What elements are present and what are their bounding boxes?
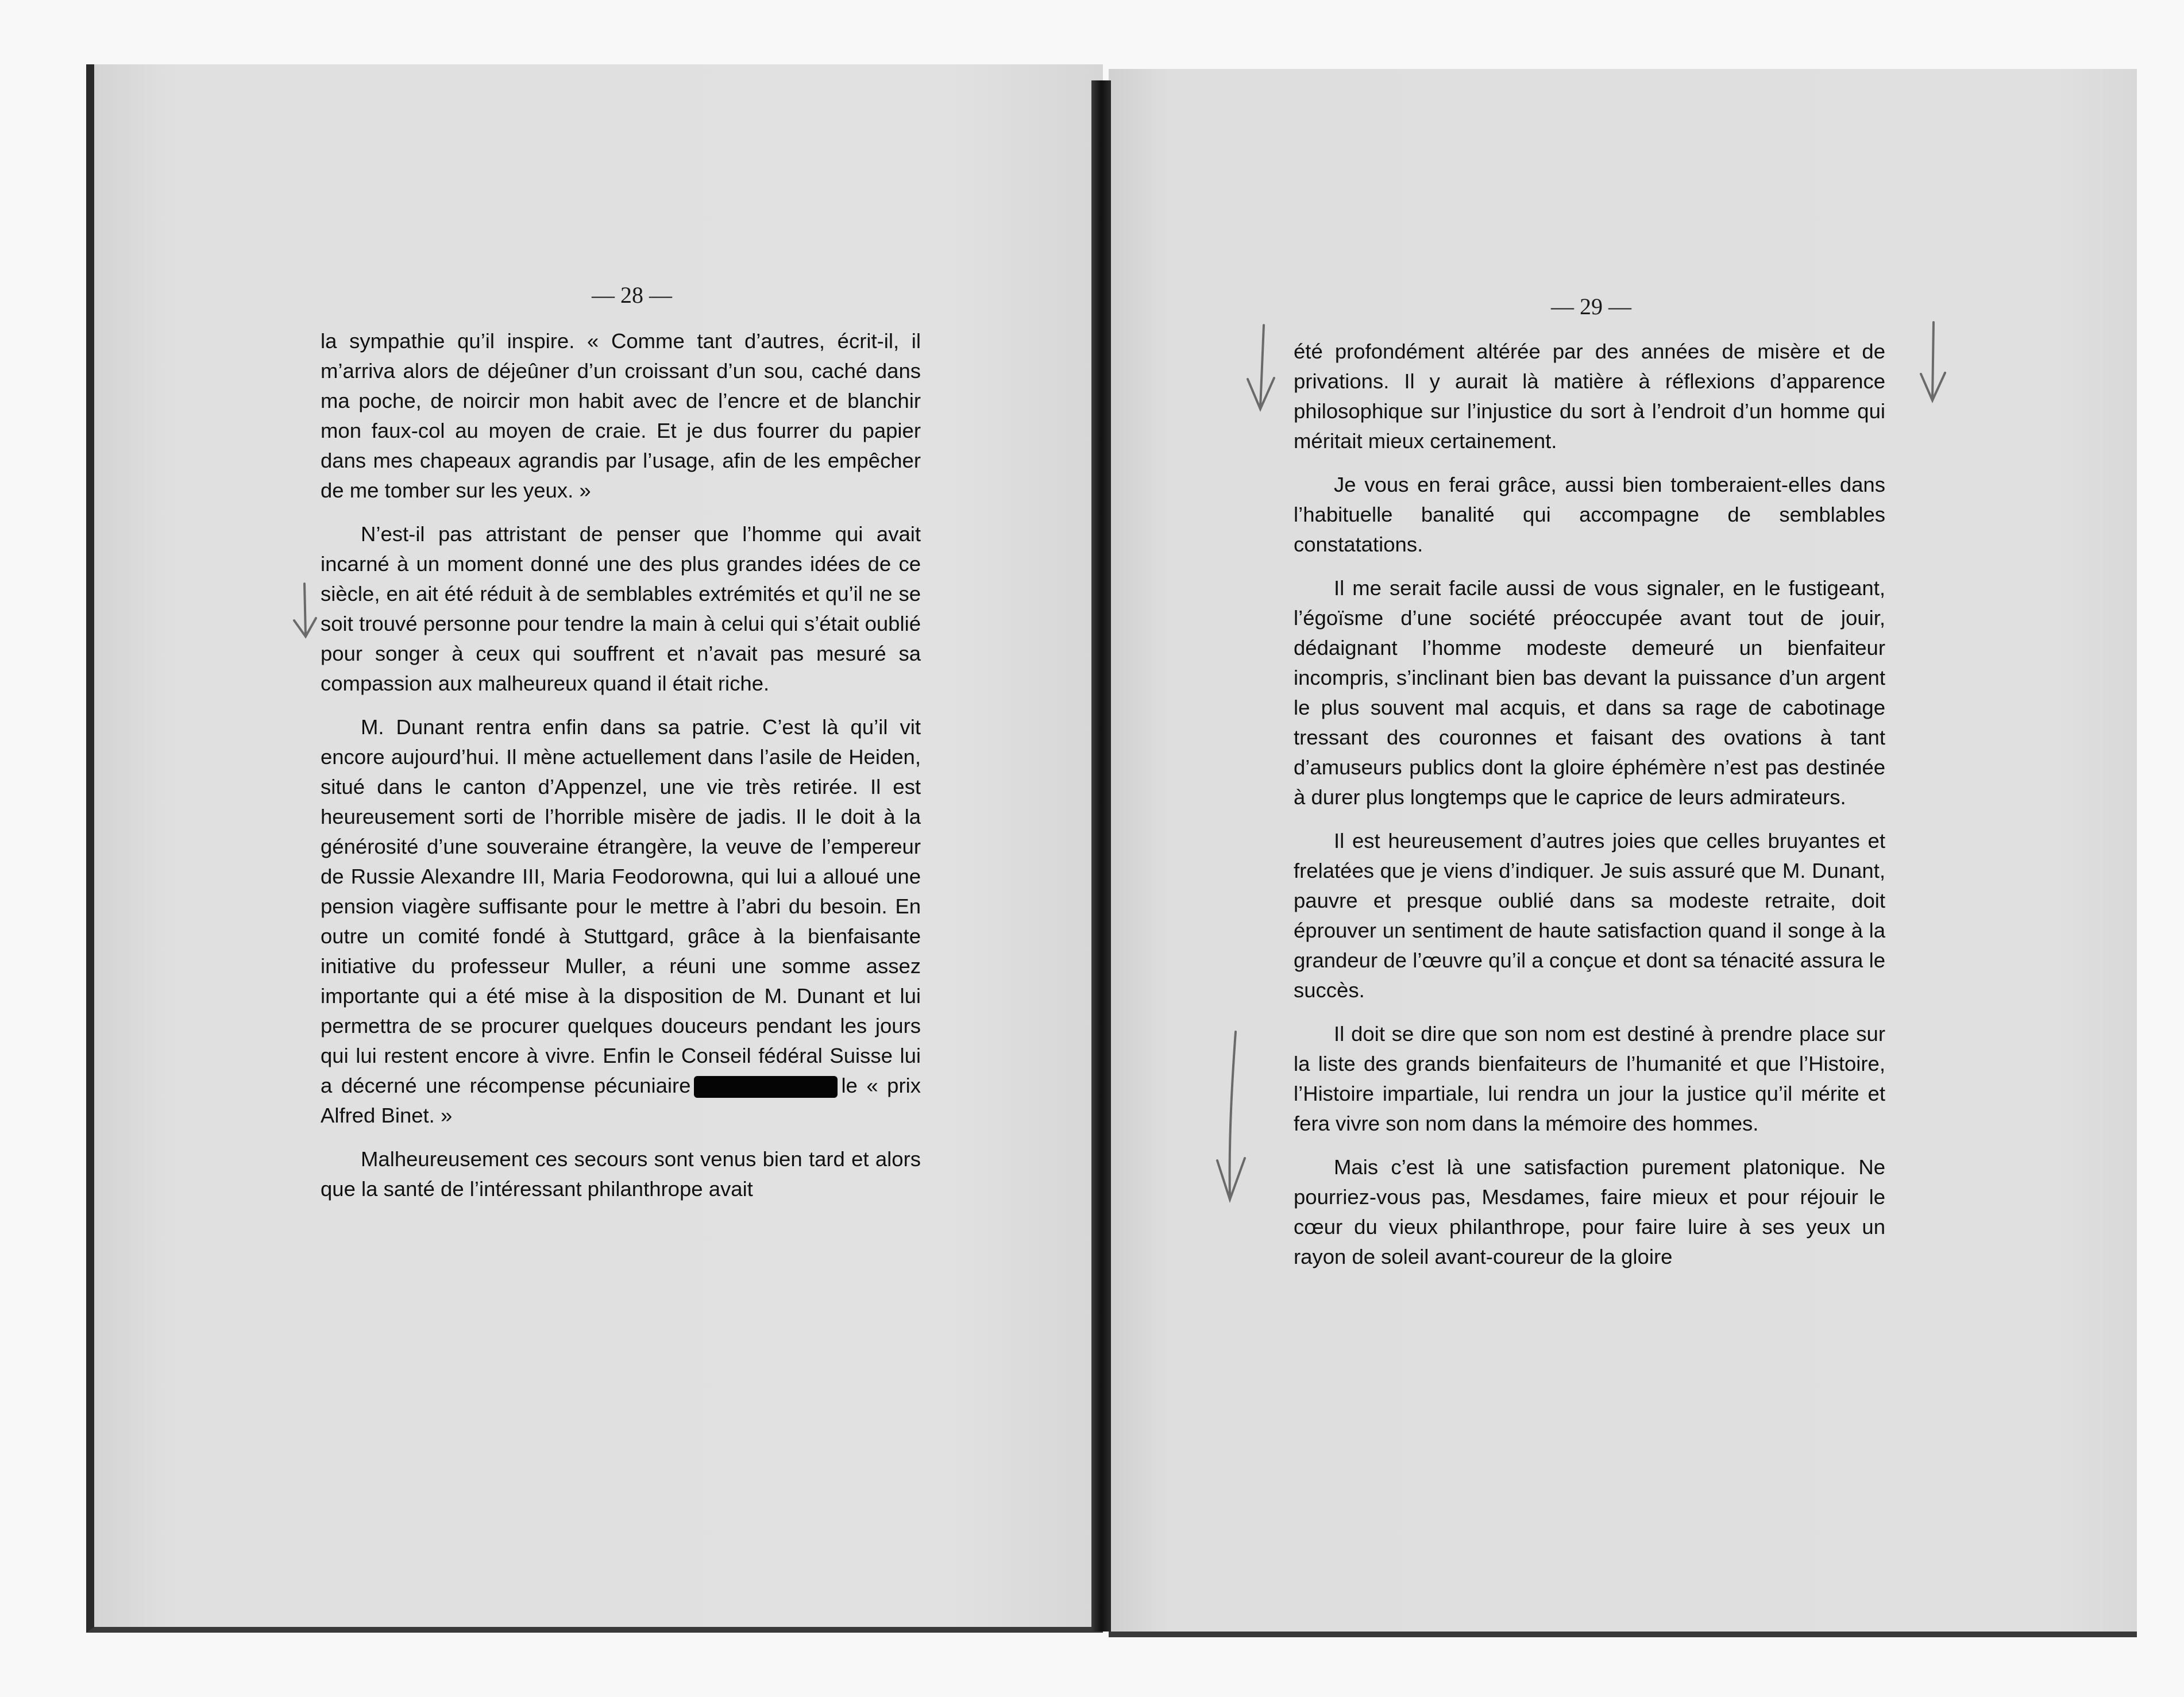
paragraph-text: le « prix Alfred Binet. »: [321, 1074, 921, 1127]
paragraph: Je vous en ferai grâce, aussi bien tomberaient-elles dans l’habituelle banalité qui accompagne de semblables constatations.: [1294, 473, 1885, 556]
pencil-arrow-down-icon: [1913, 319, 1953, 405]
paragraph-dunant: [321, 712, 921, 1131]
paragraph: la sympathie qu’il inspire. « Comme tant d’autres, écrit-il, il m’arriva alors de déjeûner d’un croissant d’un sou, caché dans ma poche, de noircir mon habit avec de l’encre et de blanchir mon faux-col au moyen de craie. Et je dus fourrer du papier dans mes chapeaux agrandis par l’usage, afin de les empêcher de me tomber sur les yeux. »: [321, 329, 921, 502]
paragraph: Il doit se dire que son nom est destiné à prendre place sur la liste des grands bienfaiteurs de l’humanité et que l’Histoire, l’Histoire impartiale, lui rendra un jour la justice qu’il mérite et fera vivre son nom dans la mémoire des hommes.: [1294, 1022, 1885, 1135]
book-binding-gutter: [1091, 80, 1111, 1632]
redaction-mark: [694, 1076, 838, 1098]
pencil-arrow-down-icon: [1241, 322, 1281, 414]
paragraph: N’est-il pas attristant de penser que l’homme qui avait incarné à un moment donné une des plus grandes idées de ce siècle, en ait été réduit à de semblables extrémités et qu’il ne se soit trouvé personne pour tendre la main à celui qui s’était oublié pour songer à ceux qui souffrent et n’avait pas mesuré sa compassion aux malheureux quand il était riche.: [321, 522, 921, 695]
right-page-number: — 29 —: [1551, 294, 1631, 319]
paragraph: Mais c’est là une satisfaction purement platonique. Ne pourriez-vous pas, Mesdames, faire mieux et pour réjouir le cœur du vieux philanthrope, pour faire luire à ses yeux un rayon de soleil avant-coureur de la gloire: [1294, 1155, 1885, 1268]
left-page-text: [321, 326, 921, 1218]
paragraph: Il est heureusement d’autres joies que celles bruyantes et frelatées que je viens d’indiquer. Je suis assuré que M. Dunant, pauvre et presque oublié dans sa modeste retraite, doit éprouver un sentiment de haute satisfaction quand il songe à la grandeur de l’œuvre qu’il a conçue et dont sa ténacité assura le succès.: [1294, 829, 1885, 1002]
pencil-arrow-down-icon: [287, 580, 322, 643]
right-page-text: [1294, 337, 1885, 1286]
pencil-arrow-down-icon: [1209, 1028, 1255, 1206]
paragraph: Malheureusement ces secours sont venus bien tard et alors que la santé de l’intéressant philanthrope avait: [321, 1147, 921, 1201]
left-page-number: — 28 —: [592, 282, 672, 308]
paragraph-text: M. Dunant rentra enfin dans sa patrie. C’est là qu’il vit encore aujourd’hui. Il mène actuellement dans l’asile de Heiden, situé dans le canton d’Appenzel, une vie très retirée. Il est heureusement sorti de l’horrible misère de jadis. Il le doit à la générosité d’une souveraine étrangère, la veuve de l’empereur de Russie Alexandre III, Maria Feodorowna, qui lui a alloué une pension viagère suffisante pour le mettre à l’abri du besoin. En outre un comité fondé à Stuttgard, grâce à la bienfaisante initiative du professeur Muller, a réuni une somme assez importante qui a été mise à la disposition de M. Dunant et lui permettra de se procurer quelques douceurs pendant les jours qui lui restent encore à vivre. Enfin le Conseil fédéral Suisse lui a décerné une récompense pécuniaire: [321, 715, 921, 1097]
paragraph: été profondément altérée par des années de misère et de privations. Il y aurait là matière à réflexions d’apparence philosophique sur l’injustice du sort à l’endroit d’un homme qui méritait mieux certainement.: [1294, 340, 1885, 453]
paragraph: Il me serait facile aussi de vous signaler, en le fustigeant, l’égoïsme d’une société préoccupée avant tout de jouir, dédaignant l’homme modeste demeuré un bienfaiteur incompris, s’inclinant bien bas devant la puissance d’un argent le plus souvent mal acquis, et dans sa rage de cabotinage tressant des couronnes et faisant des ovations à tant d’amuseurs publics dont la gloire éphémère n’est pas destinée à durer plus longtemps que le caprice de leurs admirateurs.: [1294, 576, 1885, 809]
